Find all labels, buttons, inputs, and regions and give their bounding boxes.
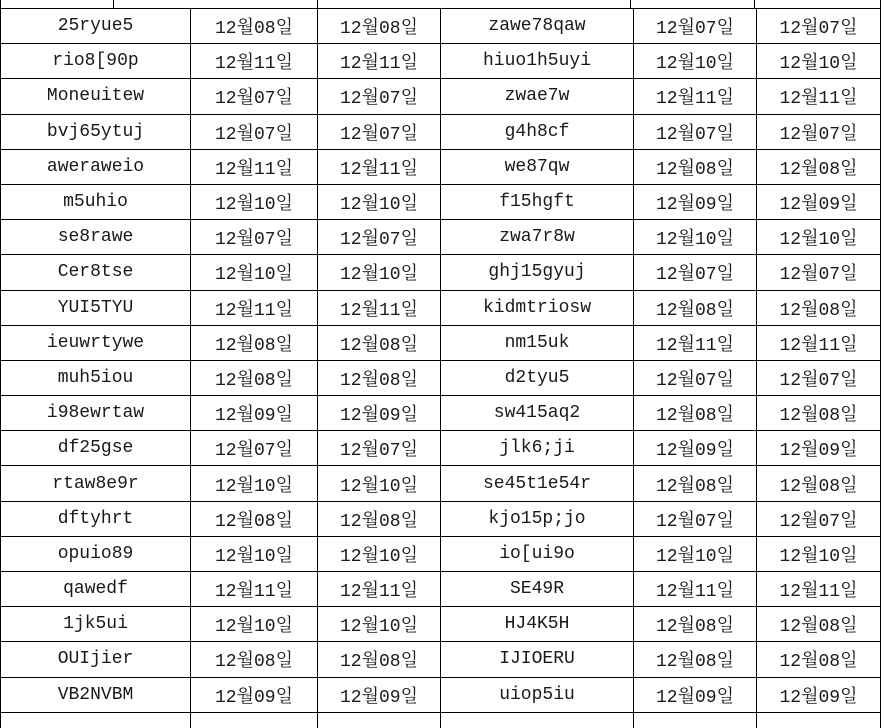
date-cell[interactable]: 12월08일 (634, 149, 757, 184)
table-row (1, 396, 881, 431)
id-cell[interactable]: qawedf (1, 572, 191, 607)
id-cell[interactable]: m5uhio (1, 184, 191, 219)
id-cell[interactable]: rio8[90p (1, 44, 191, 79)
table-row (1, 114, 881, 149)
date-cell[interactable]: 12월08일 (634, 642, 757, 677)
id-cell[interactable]: rtaw8e9r (1, 466, 191, 501)
date-cell[interactable]: 12월08일 (318, 501, 441, 536)
table-row (1, 184, 881, 219)
id-cell[interactable]: jlk6;ji (441, 431, 634, 466)
date-cell[interactable]: 12월11일 (191, 572, 318, 607)
date-cell[interactable]: 12월08일 (191, 9, 318, 44)
id-cell[interactable]: YUI5TYU (1, 290, 191, 325)
date-cell[interactable]: 12월08일 (757, 290, 881, 325)
id-cell[interactable]: we87qw (441, 149, 634, 184)
id-cell[interactable]: 25ryue5 (1, 9, 191, 44)
date-cell[interactable]: 12월08일 (634, 466, 757, 501)
date-cell[interactable]: 12월07일 (191, 79, 318, 114)
date-cell[interactable]: 12월11일 (191, 149, 318, 184)
id-cell[interactable]: 1jk5ui (1, 607, 191, 642)
table-row (1, 325, 881, 360)
date-cell[interactable]: 12월07일 (634, 255, 757, 290)
date-cell[interactable]: 12월09일 (191, 396, 318, 431)
date-cell[interactable]: 12월08일 (634, 607, 757, 642)
id-cell[interactable]: f15hgft (441, 184, 634, 219)
date-cell[interactable]: 12월08일 (757, 466, 881, 501)
date-cell[interactable]: 12월07일 (191, 431, 318, 466)
date-cell[interactable]: 12월11일 (191, 44, 318, 79)
table-row (1, 220, 881, 255)
date-cell[interactable]: 12월08일 (757, 607, 881, 642)
date-cell[interactable]: 12월09일 (634, 677, 757, 712)
grid-border-stub (190, 712, 191, 728)
date-cell[interactable]: 12월08일 (318, 642, 441, 677)
grid-border-stub (113, 0, 114, 8)
grid-border-stub (630, 0, 631, 8)
id-cell[interactable]: zawe78qaw (441, 9, 634, 44)
table-row (1, 572, 881, 607)
date-cell[interactable]: 12월08일 (757, 149, 881, 184)
table-row (1, 79, 881, 114)
date-cell[interactable]: 12월08일 (318, 9, 441, 44)
date-cell[interactable]: 12월08일 (318, 360, 441, 395)
date-cell[interactable]: 12월10일 (191, 255, 318, 290)
table-row (1, 642, 881, 677)
date-cell[interactable]: 12월09일 (318, 396, 441, 431)
date-cell[interactable]: 12월10일 (757, 536, 881, 571)
date-cell[interactable]: 12월08일 (757, 396, 881, 431)
date-cell[interactable]: 12월10일 (191, 536, 318, 571)
date-cell[interactable]: 12월10일 (634, 220, 757, 255)
id-cell[interactable]: g4h8cf (441, 114, 634, 149)
date-cell[interactable]: 12월09일 (757, 431, 881, 466)
date-cell[interactable]: 12월07일 (191, 114, 318, 149)
date-cell[interactable]: 12월07일 (757, 114, 881, 149)
date-cell[interactable]: 12월09일 (757, 677, 881, 712)
id-cell[interactable]: io[ui9o (441, 536, 634, 571)
table-row (1, 466, 881, 501)
date-cell[interactable]: 12월11일 (757, 325, 881, 360)
date-cell[interactable]: 12월10일 (757, 44, 881, 79)
grid-border-stub (756, 712, 757, 728)
grid-border-stub (880, 0, 881, 8)
date-cell[interactable]: 12월10일 (634, 44, 757, 79)
grid-border-stub (0, 712, 1, 728)
table-row (1, 431, 881, 466)
id-cell[interactable]: HJ4K5H (441, 607, 634, 642)
grid-border-stub (317, 0, 318, 8)
date-cell[interactable]: 12월07일 (191, 220, 318, 255)
date-cell[interactable]: 12월11일 (634, 79, 757, 114)
table-row (1, 44, 881, 79)
date-cell[interactable]: 12월07일 (318, 79, 441, 114)
table-row (1, 360, 881, 395)
id-cell[interactable]: uiop5iu (441, 677, 634, 712)
date-cell[interactable]: 12월11일 (318, 44, 441, 79)
grid-border-stub (440, 712, 441, 728)
date-cell[interactable]: 12월07일 (634, 501, 757, 536)
table-row (1, 607, 881, 642)
date-cell[interactable]: 12월08일 (191, 642, 318, 677)
table-row (1, 9, 881, 44)
id-cell[interactable]: df25gse (1, 431, 191, 466)
id-cell[interactable]: Cer8tse (1, 255, 191, 290)
date-cell[interactable]: 12월07일 (757, 9, 881, 44)
id-cell[interactable]: IJIOERU (441, 642, 634, 677)
grid-border-stub (0, 0, 1, 8)
id-cell[interactable]: aweraweio (1, 149, 191, 184)
date-cell[interactable]: 12월10일 (634, 536, 757, 571)
date-cell[interactable]: 12월07일 (634, 114, 757, 149)
date-cell[interactable]: 12월10일 (191, 184, 318, 219)
date-cell[interactable]: 12월07일 (634, 9, 757, 44)
id-cell[interactable]: se8rawe (1, 220, 191, 255)
id-cell[interactable]: VB2NVBM (1, 677, 191, 712)
id-cell[interactable]: hiuo1h5uyi (441, 44, 634, 79)
grid-border-stub (633, 712, 634, 728)
grid-border-stub (754, 0, 755, 8)
date-cell[interactable]: 12월11일 (634, 325, 757, 360)
table-body (1, 9, 881, 713)
id-cell[interactable]: zwa7r8w (441, 220, 634, 255)
date-cell[interactable]: 12월09일 (191, 677, 318, 712)
table-row (1, 501, 881, 536)
date-cell[interactable]: 12월07일 (318, 114, 441, 149)
id-cell[interactable]: kidmtriosw (441, 290, 634, 325)
date-cell[interactable]: 12월10일 (318, 466, 441, 501)
date-cell[interactable]: 12월09일 (318, 677, 441, 712)
date-cell[interactable]: 12월09일 (634, 431, 757, 466)
id-cell[interactable]: ghj15gyuj (441, 255, 634, 290)
date-cell[interactable]: 12월11일 (318, 572, 441, 607)
date-cell[interactable]: 12월07일 (757, 360, 881, 395)
date-cell[interactable]: 12월08일 (757, 642, 881, 677)
data-table (0, 8, 881, 713)
id-cell[interactable]: SE49R (441, 572, 634, 607)
id-cell[interactable]: i98ewrtaw (1, 396, 191, 431)
id-cell[interactable]: d2tyu5 (441, 360, 634, 395)
date-cell[interactable]: 12월07일 (634, 360, 757, 395)
date-cell[interactable]: 12월10일 (318, 255, 441, 290)
id-cell[interactable]: dftyhrt (1, 501, 191, 536)
id-cell[interactable]: nm15uk (441, 325, 634, 360)
date-cell[interactable]: 12월10일 (191, 466, 318, 501)
id-cell[interactable]: zwae7w (441, 79, 634, 114)
id-cell[interactable]: bvj65ytuj (1, 114, 191, 149)
table-row (1, 149, 881, 184)
date-cell[interactable]: 12월07일 (318, 431, 441, 466)
date-cell[interactable]: 12월11일 (318, 290, 441, 325)
date-cell[interactable]: 12월11일 (318, 149, 441, 184)
date-cell[interactable]: 12월11일 (757, 572, 881, 607)
date-cell[interactable]: 12월11일 (191, 290, 318, 325)
id-cell[interactable]: Moneuitew (1, 79, 191, 114)
id-cell[interactable]: se45t1e54r (441, 466, 634, 501)
id-cell[interactable]: opuio89 (1, 536, 191, 571)
id-cell[interactable]: ieuwrtywe (1, 325, 191, 360)
date-cell[interactable]: 12월10일 (318, 184, 441, 219)
date-cell[interactable]: 12월10일 (318, 607, 441, 642)
id-cell[interactable]: kjo15p;jo (441, 501, 634, 536)
date-cell[interactable]: 12월10일 (191, 607, 318, 642)
date-cell[interactable]: 12월07일 (318, 220, 441, 255)
date-cell[interactable]: 12월09일 (757, 184, 881, 219)
date-cell[interactable]: 12월08일 (634, 396, 757, 431)
date-cell[interactable]: 12월10일 (757, 220, 881, 255)
id-cell[interactable]: OUIjier (1, 642, 191, 677)
grid-border-stub (317, 712, 318, 728)
grid-border-stub (880, 712, 881, 728)
date-cell[interactable]: 12월08일 (191, 360, 318, 395)
table-row (1, 255, 881, 290)
date-cell[interactable]: 12월08일 (318, 325, 441, 360)
date-cell[interactable]: 12월07일 (757, 501, 881, 536)
date-cell[interactable]: 12월11일 (634, 572, 757, 607)
date-cell[interactable]: 12월07일 (757, 255, 881, 290)
id-cell[interactable]: sw415aq2 (441, 396, 634, 431)
table-row (1, 290, 881, 325)
id-cell[interactable]: muh5iou (1, 360, 191, 395)
date-cell[interactable]: 12월09일 (634, 184, 757, 219)
date-cell[interactable]: 12월10일 (318, 536, 441, 571)
table-row (1, 536, 881, 571)
date-cell[interactable]: 12월08일 (191, 325, 318, 360)
date-cell[interactable]: 12월11일 (757, 79, 881, 114)
date-cell[interactable]: 12월08일 (634, 290, 757, 325)
date-cell[interactable]: 12월08일 (191, 501, 318, 536)
table-row (1, 677, 881, 712)
